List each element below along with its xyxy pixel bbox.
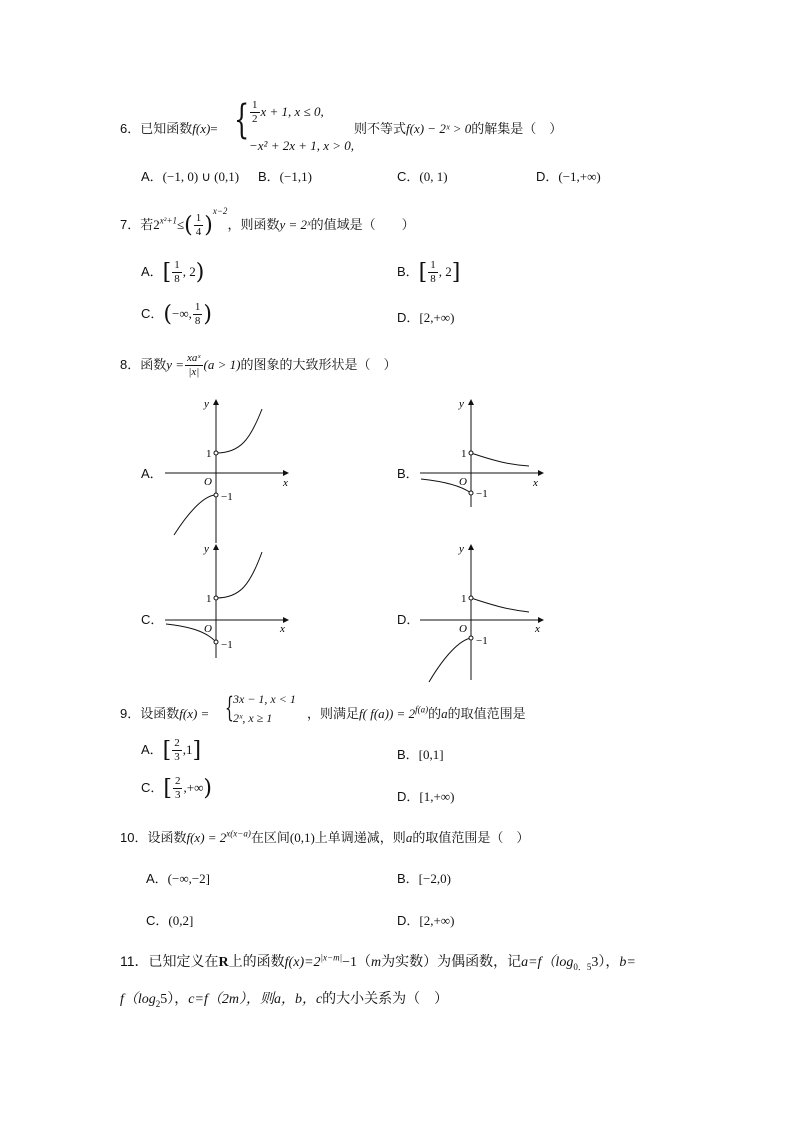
open-point-top: [469, 451, 473, 455]
q6-fx: f(x): [192, 121, 211, 136]
left-branch: [174, 495, 216, 535]
q9-mid: ，则满足: [307, 707, 360, 722]
q10-number: 10．: [120, 830, 148, 845]
q8-option-c[interactable]: C．: [141, 612, 164, 627]
open-point-bottom: [469, 636, 473, 640]
q7-option-c[interactable]: C．(−∞, $\frac{1}{8}$ ): [141, 301, 212, 327]
q7-option-b[interactable]: B．[ $\frac{1}{8}$ , 2]: [397, 259, 461, 285]
q6-ineq: f(x) − 2ˣ > 0: [406, 121, 472, 136]
q6-option-c[interactable]: C．(0, 1): [397, 169, 448, 184]
open-point-bottom: [214, 493, 218, 497]
y-label: y: [459, 543, 464, 555]
y-label: y: [204, 543, 209, 555]
q9-option-c[interactable]: C．[ $\frac{2}{3}$ ,+∞): [141, 775, 212, 801]
q11-b-tail: 5），: [160, 992, 189, 1007]
q11-R: R: [218, 955, 229, 970]
q11-b-base: 2: [155, 998, 161, 1009]
open-point-top: [214, 596, 218, 600]
q11-line1: [120, 951, 636, 973]
right-branch: [471, 598, 529, 612]
q10-stem: [120, 827, 529, 846]
q11-b-func: f（log: [120, 992, 156, 1007]
left-branch: [429, 638, 471, 682]
q9-brace: {: [225, 691, 234, 724]
q7-func: y = 2ˣ: [279, 217, 311, 232]
q7-suffix: 的值域是（ ）: [310, 218, 415, 233]
q10-func-exp: x(x−a): [226, 828, 251, 839]
q11-text-b: 上的函数: [228, 954, 285, 970]
y-label: y: [204, 398, 209, 410]
q6-prefix: 已知函数: [140, 122, 193, 137]
q7-mid: ，则函数: [227, 218, 280, 233]
origin-label: O: [204, 623, 212, 635]
q6-frac-den: 2: [252, 113, 258, 125]
q11-a-tail: 3），: [591, 955, 620, 970]
q9-piece1: 3x − 1, x < 1: [233, 692, 296, 706]
q7-frac-num: 1: [195, 212, 202, 224]
q9-option-d[interactable]: D．[1,+∞): [397, 789, 455, 804]
q10-prefix: 设函数: [147, 831, 187, 846]
y-label: y: [459, 398, 464, 410]
q9-cond: f( f(a)) = 2: [359, 706, 416, 721]
open-point-bottom: [469, 491, 473, 495]
q7-stem: 7．若$2^{x^2+1}\le$( $\frac{1}{4}$ )$^{x-2}$，则函数y = 2ˣ的值域是（ ）: [120, 205, 415, 238]
q9-prefix: 设函数: [140, 707, 180, 722]
origin-label: O: [459, 623, 467, 635]
q9-de: 的: [428, 707, 442, 722]
q6-option-d[interactable]: D．(−1,+∞): [536, 169, 601, 184]
q11-b-def: b=: [619, 955, 636, 970]
q7-option-a[interactable]: A．[ $\frac{1}{8}$ , 2): [141, 259, 205, 285]
neg-one-label: −1: [476, 488, 488, 500]
q10-option-b[interactable]: B．[−2,0): [397, 871, 451, 886]
q11-text-a: 已知定义在: [148, 954, 219, 970]
q7-frac-den: 4: [195, 226, 202, 238]
q8-graph-b[interactable]: [415, 395, 550, 545]
right-branch: [216, 552, 262, 598]
x-label: x: [283, 477, 288, 489]
q11-suffix: 的大小关系为（ ）: [322, 991, 449, 1007]
q8-option-d[interactable]: D．: [397, 612, 420, 627]
neg-one-label: −1: [221, 639, 233, 651]
q11-abc: a，b，c: [273, 992, 323, 1007]
origin-label: O: [459, 476, 467, 488]
q10-mid: 在区间: [250, 831, 290, 846]
q11-m: m: [370, 955, 382, 970]
one-label: 1: [206, 448, 212, 460]
q11-a-def: a=f（log: [521, 955, 574, 970]
open-point-bottom: [214, 640, 218, 644]
q6-suffix: 的解集是（ ）: [471, 122, 563, 137]
q9-number: 9．: [120, 706, 141, 721]
q7-exp2: x−2: [212, 205, 228, 216]
neg-one-label: −1: [221, 491, 233, 503]
x-label: x: [533, 477, 538, 489]
one-label: 1: [461, 448, 467, 460]
q9-tail: [307, 703, 526, 722]
q8-cond: (a > 1): [203, 357, 241, 372]
q10-option-a[interactable]: A．(−∞,−2]: [146, 871, 211, 886]
open-point-top: [214, 451, 218, 455]
q11-line2: [120, 988, 448, 1009]
q7-base: 2: [153, 217, 160, 232]
q11-c-def: c=f（2m），则: [188, 992, 274, 1007]
right-branch: [216, 409, 262, 453]
x-label: x: [280, 623, 285, 635]
q9-suffix: 的取值范围是: [447, 707, 526, 722]
origin-label: O: [204, 476, 212, 488]
q8-number: 8．: [120, 357, 141, 372]
q8-stem: [120, 353, 397, 378]
q10-func: f(x) = 2: [186, 830, 227, 845]
q8-option-a[interactable]: A．: [141, 466, 163, 481]
q6-option-a[interactable]: A．(−1, 0) ∪ (0,1): [141, 169, 240, 184]
q6-tail: [354, 118, 562, 137]
q10-interval: (0,1): [289, 830, 315, 845]
q6-piece1-text: x + 1, x ≤ 0,: [260, 104, 324, 119]
q6-brace: {: [234, 97, 250, 143]
q6-option-b[interactable]: B．(−1,1): [258, 169, 312, 184]
q8-option-b[interactable]: B．: [397, 466, 419, 481]
q7-leq: ≤: [177, 217, 185, 232]
q6-piece1: [249, 100, 324, 125]
q11-func: f(x)=2: [284, 955, 321, 970]
q6-frac-num: 1: [252, 99, 258, 111]
q10-option-c[interactable]: C．(0,2]: [146, 913, 194, 928]
one-label: 1: [461, 593, 467, 605]
q6-number: 6．: [120, 121, 141, 136]
q9-fx: f(x) =: [179, 706, 210, 721]
q6-piece2: −x² + 2x + 1, x > 0,: [249, 138, 355, 153]
q11-func-tail: −1（: [342, 955, 371, 970]
q9-option-b[interactable]: B．[0,1]: [397, 747, 444, 762]
q10-option-d[interactable]: D．[2,+∞): [397, 913, 455, 928]
q11-number: 11．: [120, 953, 149, 969]
right-branch: [471, 453, 529, 466]
one-label: 1: [206, 593, 212, 605]
open-point-top: [469, 596, 473, 600]
q10-a: a: [405, 830, 413, 845]
q8-y: y =: [166, 357, 185, 372]
q9-option-a[interactable]: A．[ $\frac{2}{3}$ ,1]: [141, 737, 202, 763]
q11-a-base: 0．5: [573, 961, 592, 972]
q8-prefix: 函数: [140, 358, 167, 373]
q6-stem: [120, 118, 218, 137]
q9-a: a: [441, 706, 448, 721]
q10-suffix: 的取值范围是（ ）: [412, 831, 530, 846]
neg-one-label: −1: [476, 635, 488, 647]
q8-graph-c[interactable]: [160, 540, 295, 685]
q9-cond-exp: f(a): [415, 704, 429, 715]
q8-frac-num: xaˣ: [187, 352, 201, 364]
q8-graph-a[interactable]: [160, 395, 295, 545]
q8-frac-den: |x|: [188, 366, 200, 378]
q7-prefix: 若: [140, 218, 154, 233]
q7-exp: x²+1: [159, 215, 178, 226]
q11-text-c: 为实数）为偶函数，记: [381, 954, 522, 970]
q11-func-exp: |x−m|: [320, 952, 343, 963]
q9-piece2: 2ˣ, x ≥ 1: [233, 711, 273, 725]
q7-number: 7．: [120, 217, 141, 232]
q6-eq: =: [210, 121, 218, 136]
q8-suffix: 的图象的大致形状是（ ）: [240, 358, 397, 373]
q6-mid: 则不等式: [354, 122, 407, 137]
q7-option-d[interactable]: D．[2,+∞): [397, 310, 455, 325]
q8-graph-d[interactable]: [415, 540, 550, 685]
x-label: x: [535, 623, 540, 635]
q9-stem: [120, 703, 209, 722]
q10-mid2: 上单调递减，则: [314, 831, 406, 846]
